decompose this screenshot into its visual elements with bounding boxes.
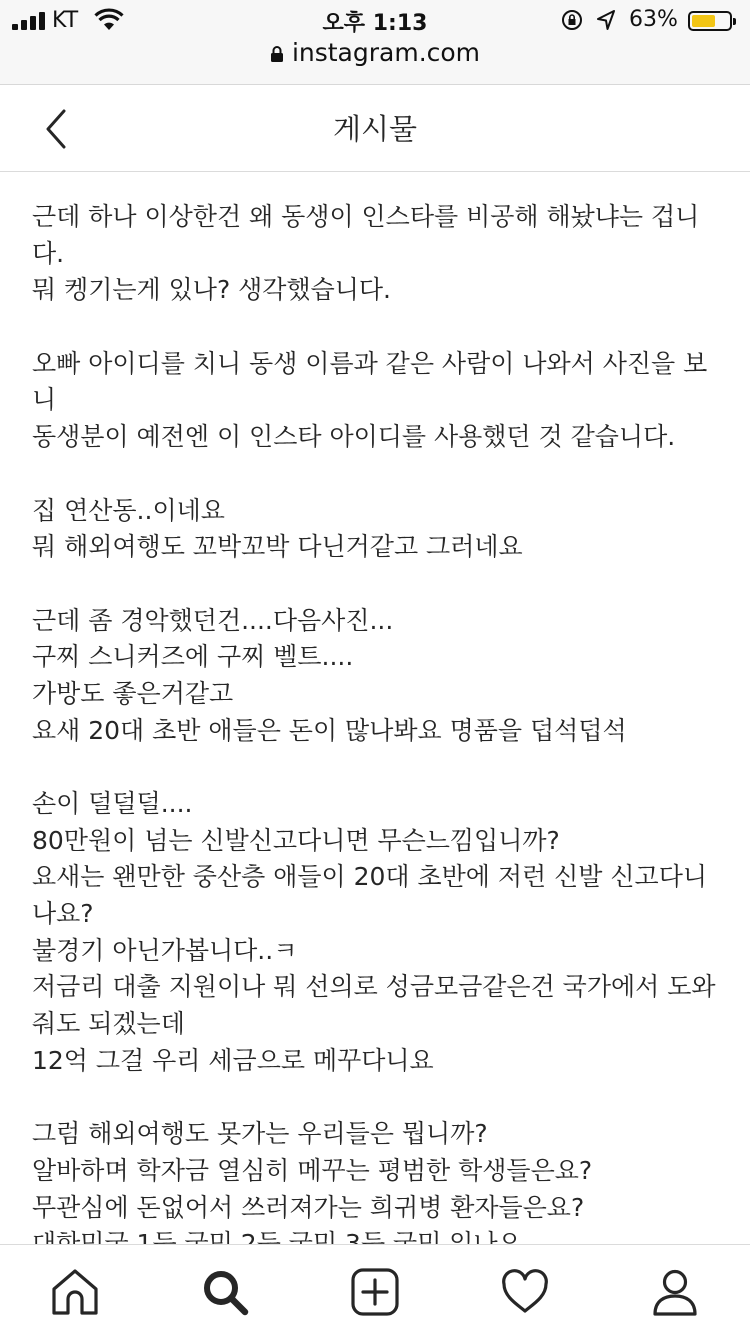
home-icon [50, 1267, 100, 1317]
caption-line: 니 [32, 385, 57, 415]
activity-heart-icon [500, 1267, 550, 1317]
nav-home-button[interactable] [50, 1267, 100, 1317]
blank-line [32, 749, 722, 786]
caption-line: 나요? [32, 899, 94, 929]
carrier-label: KT [52, 8, 79, 33]
caption-line: 손이 덜덜덜.... [32, 789, 193, 818]
caption-line: 무관심에 돈없어서 쓰러져가는 희귀병 환자들은요? [32, 1192, 585, 1222]
caption-line: 저금리 대출 지원이나 뭐 선의로 성금모금같은건 국가에서 도와 [32, 972, 716, 1002]
nav-search-button[interactable] [200, 1267, 250, 1317]
url-text: instagram.com [291, 38, 481, 67]
profile-icon [650, 1267, 700, 1317]
caption-line: 요새 20대 초반 애들은 돈이 많나봐요 명품을 덥석덥석 [32, 715, 627, 745]
status-bar [0, 0, 750, 40]
blank-line [32, 1080, 722, 1117]
caption-line: 12억 그걸 우리 세금으로 메꾸다니요 [32, 1045, 434, 1075]
caption-line: 뭐 켕기는게 있나? 생각했습니다. [32, 275, 392, 305]
status-time: 오후 1:13 [322, 11, 428, 36]
blank-line [32, 456, 722, 493]
caption-line: 근데 좀 경악했던건....다음사진... [32, 605, 394, 635]
caption-line: 불경기 아닌가봅니다..ㅋ [32, 935, 298, 965]
search-icon [200, 1267, 250, 1317]
nav-activity-button[interactable] [500, 1267, 550, 1317]
rotation-lock-icon [561, 9, 583, 31]
address-bar[interactable] [0, 38, 750, 67]
page-title: 게시물 [332, 112, 418, 146]
padlock-icon [270, 45, 284, 63]
blank-line [32, 566, 722, 603]
blank-line [32, 309, 722, 346]
caption-line: 집 연산동..이네요 [32, 495, 225, 525]
caption-line: 근데 하나 이상한건 왜 동생이 인스타를 비공해 해놨냐는 겁니 [32, 202, 700, 231]
caption-line: 요새는 왠만한 중산층 애들이 20대 초반에 저런 신발 신고다니 [32, 862, 707, 892]
new-post-icon [350, 1267, 400, 1317]
caption-line: 동생분이 예전엔 이 인스타 아이디를 사용했던 것 같습니다. [32, 422, 676, 452]
location-arrow-icon [596, 9, 616, 31]
caption-line: 다. [32, 238, 65, 268]
caption-line: 뭐 해외여행도 꼬박꼬박 다닌거같고 그러네요 [32, 532, 523, 562]
browser-top-bar [0, 0, 750, 85]
caption-line: 줘도 되겠는데 [32, 1009, 185, 1039]
caption-line: 가방도 좋은거같고 [32, 678, 234, 708]
nav-new-post-button[interactable] [350, 1267, 400, 1317]
post-header [0, 85, 750, 172]
battery-icon [688, 11, 732, 31]
caption-line: 오빠 아이디를 치니 동생 이름과 같은 사람이 나와서 사진을 보 [32, 348, 708, 378]
caption-line: 그럼 해외여행도 못가는 우리들은 뭡니까? [32, 1119, 488, 1149]
nav-profile-button[interactable] [650, 1267, 700, 1317]
caption-line: 80만원이 넘는 신발신고다니면 무슨느낌입니까? [32, 825, 560, 855]
battery-percent: 63% [629, 7, 678, 32]
caption-line: 구찌 스니커즈에 구찌 벨트.... [32, 642, 354, 672]
bottom-nav-bar [0, 1244, 750, 1335]
post-caption [32, 199, 722, 1243]
caption-line: 알바하며 학자금 열심히 메꾸는 평범한 학생들은요? [32, 1155, 593, 1185]
